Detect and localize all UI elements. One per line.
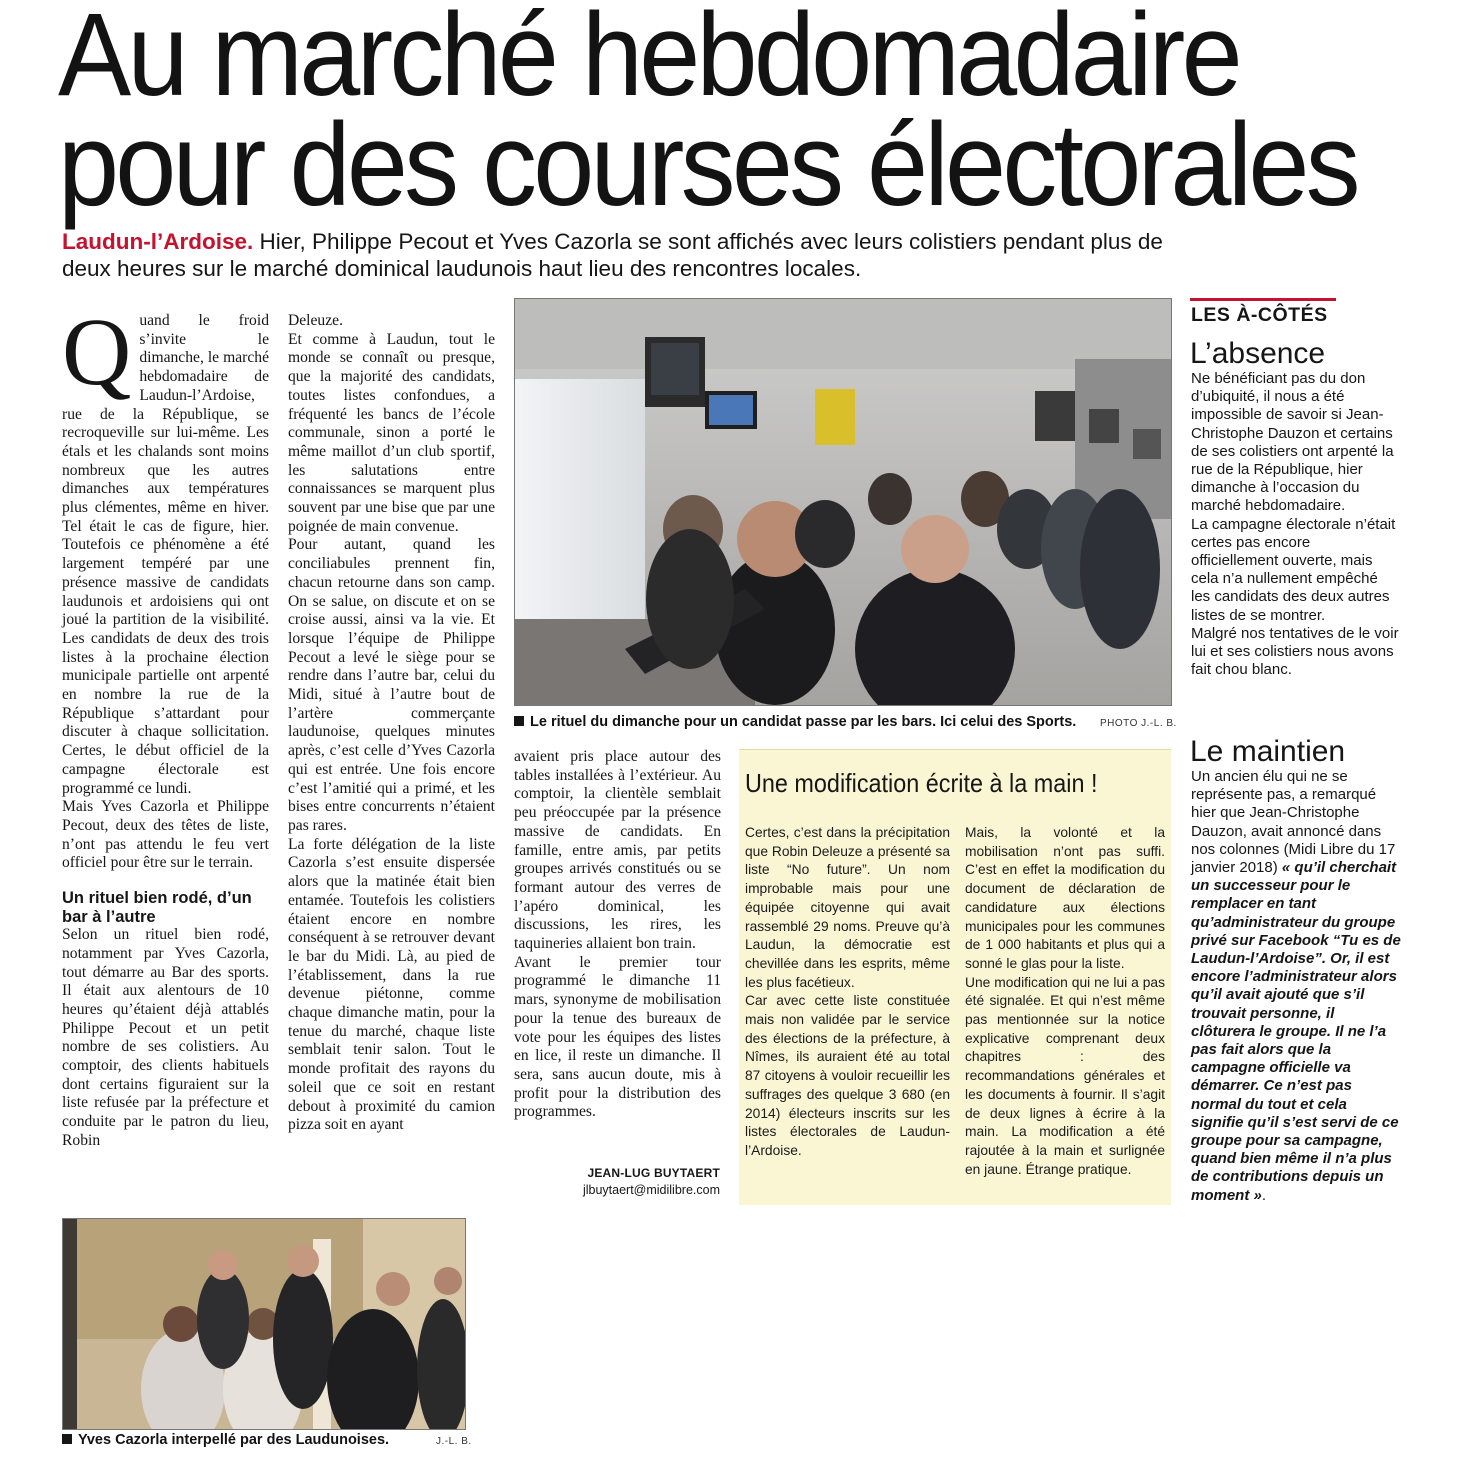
headline-line-2: pour des courses électorales [58, 99, 1357, 231]
box-right-p1: Mais, la volonté et la mobilisation n’ont pas suffi. C’est en effet la modification du document de déclaration de candidature aux élections municipales pour les communes de 1 000 habitants et plus qui a sonné le glas pour la liste. [965, 825, 1165, 971]
body-col1-p2: Mais Yves Cazorla et Philippe Pecout, deux des têtes de liste, n’ont pas attendu le feu vert officiel pour être sur le terrain. [62, 798, 269, 872]
box-article [739, 749, 1171, 1205]
box-title: Une modification écrite à la main ! [745, 768, 1098, 798]
photo-street [62, 1218, 466, 1430]
author-email[interactable]: jlbuytaert@midilibre.com [582, 1183, 720, 1197]
author-name: JEAN-LUG BUYTAERT [587, 1166, 720, 1180]
body-col3-p1: avaient pris place autour des tables installées à l’extérieur. Au comptoir, la clientèle semblait peu préoccupée par la présence massive de candidats. En famille, entre amis, par petits groupes arrivés constitués ou se formant autour des verres de l’apéro dominical, les discussions, les rires, les taquineries allaient bon train. [514, 748, 721, 953]
aside-title-absence: L’absence [1190, 337, 1326, 370]
caption-bar-text: Le rituel du dimanche pour un candidat passe par les bars. Ici celui des Sports. [530, 714, 1077, 730]
aside-rule [1190, 298, 1336, 301]
aside-label: LES À-CÔTÉS [1191, 304, 1328, 326]
headline-line-1: Au marché hebdomadaire [58, 0, 1239, 121]
box-column-right [965, 824, 1165, 1179]
aside-maintien-intro: Un ancien élu qui ne se représente pas, a remarqué hier que Jean-Christophe Dauzon, avait annoncé dans nos colonnes (Midi Libre du 17 janvier 2018) [1191, 768, 1396, 877]
street-scene-illustration [63, 1219, 465, 1429]
caption-square [62, 1434, 72, 1444]
chapeau-text: Hier, Philippe Pecout et Yves Cazorla se sont affichés avec leurs colistiers pendant plus de deux heures sur le marché dominical laudunois haut lieu des rencontres locales. [62, 229, 1163, 281]
photo-bar-interior [514, 298, 1172, 706]
body-col1-p3: Selon un rituel bien rodé, notamment par Yves Cazorla, tout démarre au Bar des sports. Il était aux alentours de 10 heures qu’étaient déjà attablés Philippe Pecout et un petit nombre de ses colistiers. Au comptoir, des clients habituels dont certains figuraient sur la liste refusée par la préfecture et conduite par le patron du lieu, Robin [62, 926, 269, 1149]
signature [520, 1166, 720, 1197]
body-col3-p2: Avant le premier tour programmé le dimanche 11 mars, synonyme de mobilisation pour la tenue des bureaux de vote pour les équipes des listes en lice, il reste un dimanche. Il sera, sans aucun doute, mis à profit pour la distribution des programmes. [514, 953, 721, 1121]
aside-absence-p2: La campagne électorale n’était certes pas encore officiellement ouverte, mais cela n’a nullement empêché les candidats des deux autres listes de se montrer. [1191, 515, 1396, 624]
aside-text-absence [1191, 370, 1401, 679]
body-col2-p2: Et comme à Laudun, tout le monde se connaît ou presque, que la majorité des candidats, toutes listes confondues, a fréquenté les bancs de l’école communale, sinon a porté le même maillot d’un club sportif, les salutations entre connaissances se marquent plus souvent par une bise que par une poignée de main convenue. [288, 330, 495, 535]
aside-text-maintien [1191, 768, 1401, 1205]
caption-square [514, 716, 524, 726]
aside-absence-p3: Malgré nos tentatives de le voir lui et ses colistiers nous avons fait chou blanc. [1191, 624, 1399, 679]
body-col1-p1: uand le froid s’invite le dimanche, le marché hebdomadaire de Laudun-l’Ardoise, rue de la République, se recroqueville sur lui-même. Les étals et les chalands sont moins nombreux que les autres dimanches aux températures plus clémentes, même en hiver. Tel était le cas de figure, hier. Toutefois ce phénomène a été largement tempéré par une présence massive de candidats laudunois et ardoisiens qui ont joué la partition de la visibilité. Les candidats de deux des trois listes à la prochaine élection municipale partielle ont arpenté en nombre la rue de la République s’attardant pour discuter à chaque sollicitation. Certes, le début officiel de la campagne électorale est programmé ce lundi. [62, 312, 269, 797]
box-left-p2: Car avec cette liste constituée mais non validée par le service des élections de la préfecture, à Nîmes, ils auraient été au total 87 citoyens à vouloir recueillir les suffrages des quelque 3 680 (en 2014) électeurs inscrits sur les listes électorales de Laudun-l’Ardoise. [745, 993, 950, 1158]
aside-title-maintien: Le maintien [1190, 735, 1346, 768]
caption-street-photo [62, 1432, 389, 1448]
chapeau-location: Laudun-l’Ardoise. [62, 229, 254, 254]
body-col2-p3: Pour autant, quand les conciliabules prennent fin, chacun retourne dans son camp. On se salue, on discute et on se croise aussi, ainsi va la vie. Et lorsque l’équipe de Philippe Pecout a levé le siège pour se rendre dans l’autre bar, celui du Midi, situé à l’autre bout de l’artère commerçante laudunoise, quelques minutes après, c’est celle d’Yves Cazorla qui est entrée. Une fois encore c’est l’amitié qui a primé, et les bises entre concurrents n’étaient pas rares. [288, 536, 495, 834]
aside-maintien-quote: « qu’il cherchait un successeur pour le remplacer en tant qu’administrateur du groupe privé sur Facebook “Tu es de Laudun-l’Ardoise”. Or, il est encore l’administrateur alors qu’il avait ajouté que s’il trouvait personne, il clôturera le groupe. Il ne l’a pas fait alors que la campagne officielle va démarrer. Ce n’est pas normal du tout et cela signifie qu’il s’est servi de ce groupe pour sa campagne, quand bien même il n’a plus de contributions depuis un moment » [1191, 859, 1401, 1204]
body-column-1 [62, 298, 269, 1151]
body-col2-p1: Deleuze. [288, 312, 343, 329]
chapeau [62, 228, 1172, 282]
aside-absence-p1: Ne bénéficiant pas du don d’ubiquité, il nous a été impossible de savoir si Jean-Christophe Dauzon et certains de ses colistiers ont arpenté la rue de la République, hier dimanche à l’occasion du marché hebdomadaire. [1191, 370, 1394, 515]
headline [58, 0, 1357, 231]
caption-bar-photo [514, 714, 1076, 730]
dropcap: Q [62, 298, 132, 405]
box-column-left [745, 824, 950, 1161]
body-column-2 [288, 312, 495, 1135]
box-right-p2: Une modification qui ne lui a pas été signalée. Et qui n’est même pas mentionnée sur la notice explicative comprenant deux chapitres : des recommandations générales et les documents à fournir. Il s’agit de deux lignes à écrire à la main. La modification a été rajoutée à la main et surlignée en jaune. Étrange pratique. [965, 974, 1165, 1177]
credit-bar-photo: PHOTO J.-L. B. [1100, 718, 1177, 729]
subhead: Un rituel bien rodé, d’un bar à l’autre [62, 889, 252, 926]
body-column-3 [514, 748, 721, 1122]
aside-maintien-end: . [1261, 1186, 1267, 1204]
credit-street-photo: J.-L. B. [436, 1436, 472, 1447]
caption-street-text: Yves Cazorla interpellé par des Laudunoises. [78, 1432, 390, 1448]
bar-scene-illustration [515, 299, 1171, 705]
body-col2-p4: La forte délégation de la liste Cazorla s’est ensuite dispersée alors que la matinée était bien entamée. Toutefois les colistiers étaient encore en nombre conséquent à se retrouver devant le bar du Midi. Là, au pied de l’établissement, dans la rue devenue piétonne, comme chaque dimanche matin, pour la tenue du marché, chaque liste semblait tenir salon. Tout le monde profitait des rayons du soleil que ce soit en restant debout à proximité du camion pizza soit en ayant [288, 835, 495, 1134]
box-left-p1: Certes, c’est dans la précipitation que Robin Deleuze a présenté sa liste “No future”. Un nom improbable mais pour une équipée citoyenne qui avait rassemblé 29 noms. Preuve qu’à Laudun, la démocratie est chevillée dans les esprits, même les plus facétieux. [745, 825, 950, 990]
